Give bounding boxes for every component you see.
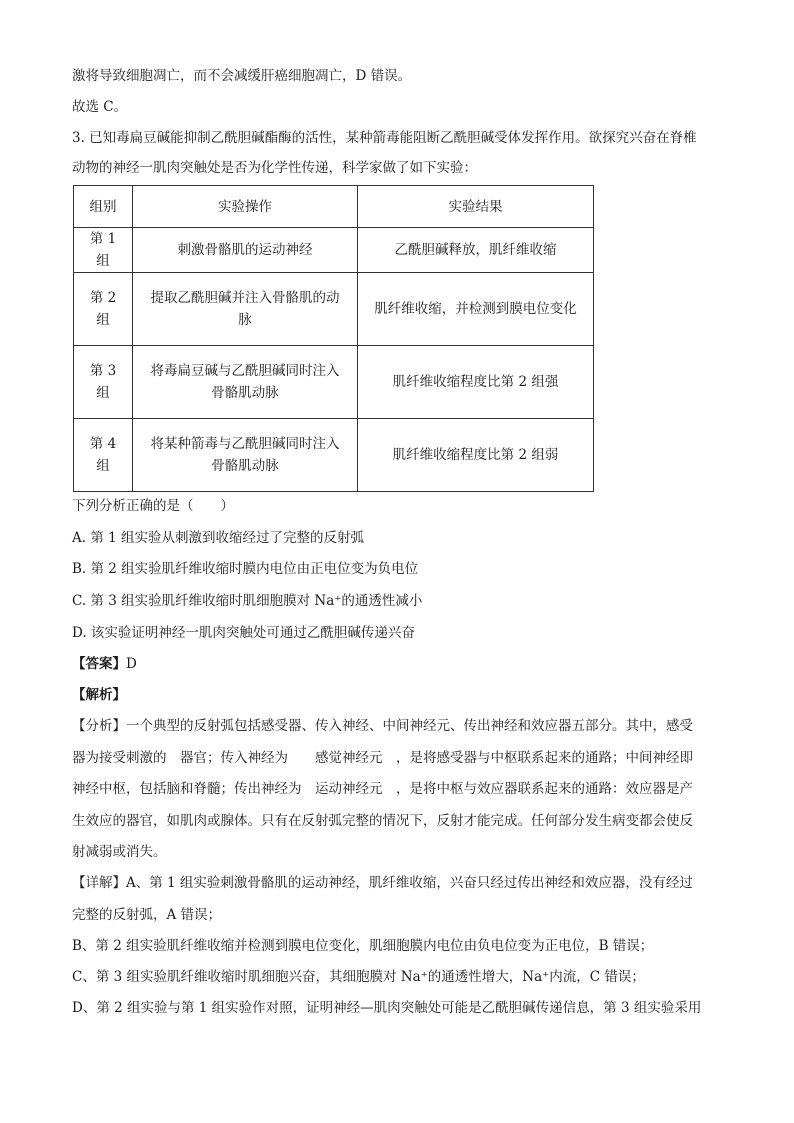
option-c: C. 第 3 组实验肌纤维收缩时肌细胞膜对 Na⁺的通透性减小 bbox=[72, 593, 423, 609]
answer-label: 【答案】 bbox=[72, 656, 126, 672]
detail-line: 【详解】A、第 1 组实验刺激骨骼肌的运动神经，肌纤维收缩，兴奋只经过传出神经和效应器，没有经过 bbox=[72, 875, 693, 891]
operation-text: 骨骼肌动脉 bbox=[211, 458, 279, 474]
operation-text: 脉 bbox=[238, 312, 252, 328]
question-stem-line: 3. 已知毒扁豆碱能抑制乙酰胆碱酯酶的活性，某种箭毒能阻断乙酰胆碱受体发挥作用。欲探究兴奋在脊椎 bbox=[72, 130, 697, 146]
question-stem-line: 动物的神经一肌肉突触处是否为化学性传递，科学家做了如下实验： bbox=[72, 160, 477, 176]
operation-text: 提取乙酰胆碱并注入骨骼肌的动 bbox=[150, 290, 340, 306]
option-b: B. 第 2 组实验肌纤维收缩时膜内电位由正电位变为负电位 bbox=[72, 561, 419, 577]
experiment-table bbox=[73, 185, 594, 492]
table-row bbox=[74, 346, 594, 419]
analysis-label: 【解析】 bbox=[72, 687, 126, 703]
header-cell: 实验结果 bbox=[358, 186, 594, 228]
option-d: D. 该实验证明神经一肌肉突触处可通过乙酰胆碱传递兴奋 bbox=[72, 625, 415, 641]
table-header-row bbox=[74, 186, 594, 228]
operation-cell bbox=[133, 346, 358, 419]
analysis-line: 射减弱或消失。 bbox=[72, 844, 167, 860]
result-cell: 肌纤维收缩，并检测到膜电位变化 bbox=[358, 273, 594, 346]
detail-line: 完整的反射弧，A 错误； bbox=[72, 907, 222, 923]
table-row bbox=[74, 273, 594, 346]
operation-text: 骨骼肌动脉 bbox=[211, 385, 279, 401]
group-cell: 第 2 组 bbox=[74, 273, 133, 346]
operation-text: 刺激骨骼肌的运动神经 bbox=[177, 242, 313, 258]
detail-line: D、第 2 组实验与第 1 组实验作对照，证明神经—肌肉突触处可能是乙酰胆碱传递信息，第 3 组实验采用 bbox=[72, 1000, 702, 1016]
question-prompt: 下列分析正确的是（ ） bbox=[72, 498, 234, 514]
group-cell: 第 3 组 bbox=[74, 346, 133, 419]
operation-text: 将某种箭毒与乙酰胆碱同时注入 bbox=[150, 436, 340, 452]
operation-cell bbox=[133, 228, 358, 273]
result-cell: 肌纤维收缩程度比第 2 组强 bbox=[358, 346, 594, 419]
text-line: 激将导致细胞凋亡，而不会减缓肝癌细胞凋亡，D 错误。 bbox=[72, 68, 412, 84]
header-cell: 组别 bbox=[74, 186, 133, 228]
table-row bbox=[74, 419, 594, 492]
answer-value: D bbox=[126, 656, 137, 672]
analysis-line: 生效应的器官，如肌肉或腺体。只有在反射弧完整的情况下，反射才能完成。任何部分发生病变都会使反 bbox=[72, 813, 693, 829]
text-line: 故选 C。 bbox=[72, 99, 128, 115]
group-cell: 第 4 组 bbox=[74, 419, 133, 492]
detail-line: B、第 2 组实验肌纤维收缩并检测到膜电位变化，肌细胞膜内电位由负电位变为正电位，B 错误； bbox=[72, 938, 654, 954]
operation-cell bbox=[133, 419, 358, 492]
option-a: A. 第 1 组实验从刺激到收缩经过了完整的反射弧 bbox=[72, 530, 365, 546]
operation-text: 将毒扁豆碱与乙酰胆碱同时注入 bbox=[150, 363, 340, 379]
analysis-line: 器为接受刺激的 器官；传入神经为 感觉神经元 ，是将感受器与中枢联系起来的通路；中间神经即 bbox=[72, 750, 693, 766]
analysis-line: 【分析】一个典型的反射弧包括感受器、传入神经、中间神经元、传出神经和效应器五部分。其中，感受 bbox=[72, 718, 693, 734]
result-cell: 乙酰胆碱释放，肌纤维收缩 bbox=[358, 228, 594, 273]
group-cell: 第 1 组 bbox=[74, 228, 133, 273]
analysis-line: 神经中枢，包括脑和脊髓；传出神经为 运动神经元 ，是将中枢与效应器联系起来的通路：效应器是产 bbox=[72, 781, 693, 797]
table-row bbox=[74, 228, 594, 273]
detail-line: C、第 3 组实验肌纤维收缩时肌细胞兴奋，其细胞膜对 Na⁺的通透性增大，Na⁺内流，C 错误； bbox=[72, 969, 645, 985]
answer-line bbox=[72, 654, 137, 674]
header-cell: 实验操作 bbox=[133, 186, 358, 228]
operation-cell bbox=[133, 273, 358, 346]
result-cell: 肌纤维收缩程度比第 2 组弱 bbox=[358, 419, 594, 492]
